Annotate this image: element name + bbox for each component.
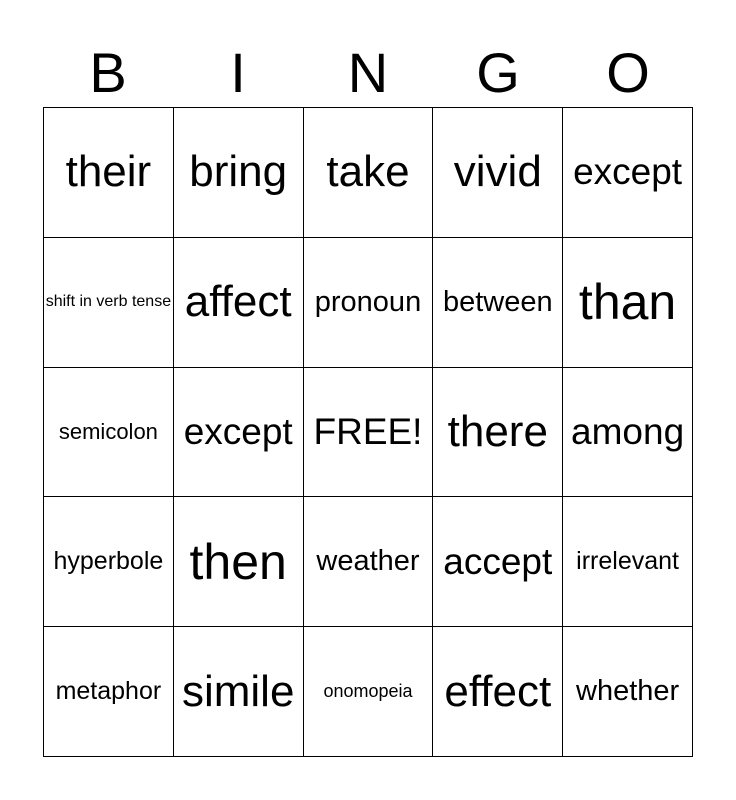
cell-word: effect bbox=[444, 666, 552, 716]
bingo-cell bbox=[44, 108, 174, 238]
bingo-cell bbox=[433, 627, 563, 757]
bingo-cell bbox=[563, 497, 693, 627]
bingo-cell bbox=[44, 238, 174, 368]
bingo-cell bbox=[563, 238, 693, 368]
cell-word: vivid bbox=[453, 147, 542, 197]
cell-word: among bbox=[571, 410, 685, 452]
cell-word: between bbox=[442, 285, 553, 318]
cell-word: affect bbox=[184, 277, 292, 327]
bingo-header bbox=[43, 40, 693, 106]
bingo-cell bbox=[44, 368, 174, 498]
cell-word: weather bbox=[316, 545, 420, 578]
bingo-cell bbox=[174, 368, 304, 498]
cell-word: irrelevant bbox=[576, 547, 679, 576]
bingo-cell bbox=[433, 238, 563, 368]
cell-word: accept bbox=[443, 540, 553, 582]
cell-word: bring bbox=[189, 147, 288, 197]
header-letter-i: I bbox=[230, 41, 246, 104]
cell-word: there bbox=[447, 406, 548, 456]
bingo-cell bbox=[433, 368, 563, 498]
cell-word: onomopeia bbox=[323, 681, 413, 702]
bingo-cell bbox=[563, 108, 693, 238]
bingo-cell bbox=[304, 238, 434, 368]
bingo-cell bbox=[304, 627, 434, 757]
cell-word: simile bbox=[181, 666, 295, 716]
bingo-cell bbox=[174, 497, 304, 627]
cell-word: hyperbole bbox=[53, 547, 164, 576]
bingo-cell bbox=[563, 627, 693, 757]
bingo-cell bbox=[174, 238, 304, 368]
cell-word: whether bbox=[576, 675, 680, 708]
bingo-cell bbox=[44, 627, 174, 757]
bingo-cell bbox=[174, 108, 304, 238]
bingo-cell bbox=[44, 497, 174, 627]
cell-word: their bbox=[65, 147, 152, 197]
bingo-cell bbox=[304, 497, 434, 627]
cell-word: then bbox=[189, 533, 287, 590]
cell-word: except bbox=[183, 410, 293, 452]
bingo-cell bbox=[433, 497, 563, 627]
bingo-cell bbox=[563, 368, 693, 498]
cell-word: shift in verb tense bbox=[45, 292, 172, 310]
cell-word: except bbox=[573, 151, 683, 193]
bingo-card-grid bbox=[43, 107, 693, 757]
cell-word: semicolon bbox=[58, 418, 158, 444]
header-letter-g: G bbox=[476, 41, 520, 104]
free-space-label: FREE! bbox=[313, 410, 423, 452]
header-letter-n: N bbox=[347, 41, 389, 104]
cell-word: take bbox=[326, 147, 410, 197]
cell-word: than bbox=[578, 274, 677, 331]
bingo-cell bbox=[304, 108, 434, 238]
cell-word: metaphor bbox=[55, 677, 162, 706]
bingo-cell bbox=[174, 627, 304, 757]
bingo-cell bbox=[433, 108, 563, 238]
bingo-cell bbox=[304, 368, 434, 498]
header-letter-o: O bbox=[606, 41, 650, 104]
header-letter-b: B bbox=[89, 41, 127, 104]
cell-word: pronoun bbox=[314, 285, 422, 318]
